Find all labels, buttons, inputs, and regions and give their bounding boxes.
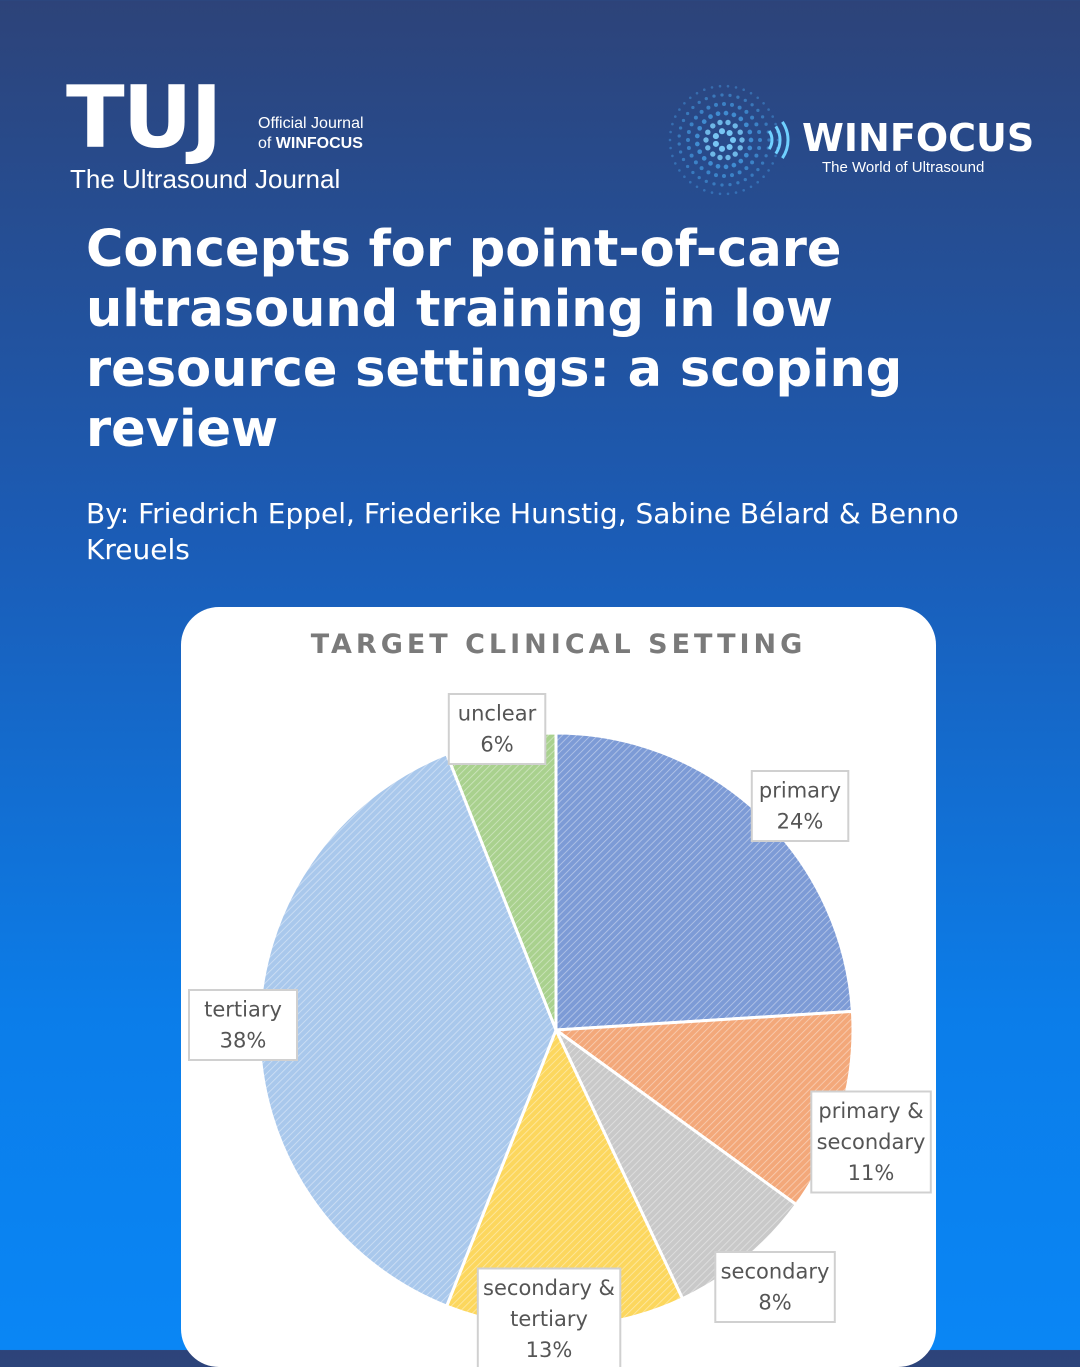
logo-dot: [757, 130, 761, 134]
logo-dot: [708, 161, 713, 166]
slice-category: tertiary: [510, 1307, 588, 1331]
logo-dot: [728, 94, 731, 97]
logo-dot: [689, 97, 692, 100]
logo-dot: [679, 126, 682, 129]
logo-dot: [738, 145, 743, 150]
slice-percent: 6%: [480, 733, 513, 757]
logo-dot: [756, 109, 759, 112]
chart-title: TARGET CLINICAL SETTING: [181, 629, 936, 660]
logo-dot: [742, 88, 745, 91]
logo-dot: [754, 122, 758, 126]
logo-dot: [687, 146, 691, 150]
logo-dot: [744, 122, 749, 127]
logo-dot: [686, 138, 690, 142]
slice-label: [811, 1092, 931, 1193]
logo-dot: [736, 96, 739, 99]
logo-dot: [719, 128, 725, 134]
logo-dot: [678, 108, 681, 111]
logo-dot: [696, 186, 699, 189]
logo-dot: [690, 154, 694, 158]
logo-dot: [691, 171, 694, 174]
slice-category: primary &: [818, 1099, 923, 1123]
logo-dot: [687, 130, 691, 134]
logo-dot: [682, 158, 685, 161]
logo-dot: [767, 138, 770, 141]
logo-dot: [738, 106, 742, 110]
logo-dot: [671, 155, 674, 158]
logo-dot: [678, 169, 681, 172]
article-title: Concepts for point-of-care ultrasound training in low resource settings: a scoping review: [86, 220, 1006, 460]
logo-dot: [727, 193, 730, 196]
logo-dot: [764, 123, 767, 126]
tuj-official-of: of: [258, 135, 271, 152]
logo-dot: [730, 103, 734, 107]
logo-dot: [724, 165, 729, 170]
logo-dot: [750, 186, 753, 189]
logo-dot: [725, 120, 730, 125]
logo-dot: [762, 102, 765, 105]
tuj-logo: [66, 78, 406, 198]
logo-dot: [683, 175, 686, 178]
logo-dot: [674, 162, 677, 165]
logo-dot: [713, 133, 719, 139]
logo-dot: [706, 170, 710, 174]
logo-dot: [749, 138, 754, 143]
tuj-mark: TUJ: [66, 78, 221, 158]
logo-dot: [744, 166, 748, 170]
logo-dot: [705, 180, 708, 183]
logo-dot: [714, 173, 718, 177]
slice-category: secondary: [817, 1130, 926, 1154]
logo-dot: [705, 97, 708, 100]
logo-dot: [727, 85, 730, 88]
logo-dot: [712, 94, 715, 97]
logo-dot: [719, 85, 722, 88]
logo-dot: [682, 119, 685, 122]
logo-dot: [696, 92, 699, 95]
logo-dot: [738, 170, 742, 174]
logo-dot: [697, 126, 702, 131]
logo-dot: [679, 150, 682, 153]
logo-dot: [757, 146, 761, 150]
logo-dot: [725, 155, 730, 160]
slice-category: unclear: [458, 702, 537, 726]
logo-dot: [732, 163, 737, 168]
logo-dot: [742, 189, 745, 192]
tuj-official-line1: Official Journal: [258, 115, 364, 132]
logo-dot: [712, 182, 715, 185]
slice-percent: 13%: [526, 1338, 573, 1362]
logo-dot: [738, 117, 743, 122]
tuj-official-org: WINFOCUS: [276, 135, 363, 152]
logo-dot: [722, 102, 726, 106]
logo-dot: [771, 115, 774, 118]
logo-dot: [698, 101, 701, 104]
logo-dot: [727, 130, 733, 136]
logo-dot: [678, 142, 681, 145]
logo-dot: [697, 149, 702, 154]
logo-dot: [750, 160, 754, 164]
logo-dot: [700, 166, 704, 170]
article-authors: By: Friedrich Eppel, Friederike Hunstig, Sabine Bélard & Benno Kreuels: [86, 496, 1026, 568]
logo-dot: [727, 144, 733, 150]
logo-dot: [706, 106, 710, 110]
logo-dot: [710, 151, 715, 156]
slice-label: [449, 694, 546, 764]
slice-percent: 11%: [848, 1161, 895, 1185]
logo-dot: [738, 159, 743, 164]
logo-dot: [756, 97, 759, 100]
logo-dot: [730, 173, 734, 177]
slice-category: tertiary: [204, 998, 282, 1022]
logo-dot: [761, 115, 764, 118]
winfocus-name: WINFOCUS: [802, 116, 1034, 160]
logo-dot: [703, 88, 706, 91]
logo-dot: [703, 137, 708, 142]
logo-dot: [694, 116, 698, 120]
logo-dot: [678, 134, 681, 137]
logo-dot: [764, 154, 767, 157]
slice-category: primary: [759, 779, 841, 803]
logo-dot: [720, 183, 723, 186]
logo-dot: [744, 110, 748, 114]
logo-dot: [716, 111, 721, 116]
logo-dot: [756, 168, 759, 171]
logo-dot: [700, 110, 704, 114]
slice-percent: 8%: [758, 1291, 791, 1315]
winfocus-tagline: The World of Ultrasound: [822, 158, 984, 178]
logo-dot: [744, 99, 747, 102]
chart-card: [181, 607, 936, 1367]
logo-dot: [761, 161, 764, 164]
logo-dot: [702, 156, 707, 161]
logo-dot: [728, 183, 731, 186]
logo-dot: [686, 112, 689, 115]
logo-dot: [691, 106, 694, 109]
slice-label: [752, 771, 849, 841]
logo-dot: [705, 130, 710, 135]
logo-dot: [735, 86, 738, 89]
logo-dot: [717, 120, 722, 125]
logo-dot: [669, 139, 672, 142]
logo-dot: [750, 116, 754, 120]
logo-dot: [669, 131, 672, 134]
slice-percent: 38%: [220, 1029, 267, 1053]
logo-dot: [750, 174, 753, 177]
winfocus-dots-icon: [664, 78, 794, 208]
logo-dot: [705, 145, 710, 150]
logo-dot: [702, 119, 707, 124]
logo-dot: [771, 162, 774, 165]
logo-dot: [767, 108, 770, 111]
slice-category: secondary: [721, 1260, 830, 1284]
tuj-official-label: [258, 114, 364, 154]
logo-dot: [744, 153, 749, 158]
logo-dot: [695, 142, 700, 147]
logo-dot: [732, 113, 737, 118]
logo-wave: [782, 122, 788, 158]
logo-dot: [736, 181, 739, 184]
logo-dot: [686, 165, 689, 168]
logo-dot: [690, 122, 694, 126]
logo-dot: [735, 191, 738, 194]
slice-category: secondary &: [483, 1276, 615, 1300]
logo-dot: [716, 164, 721, 169]
logo-dot: [733, 151, 738, 156]
logo-dot: [744, 178, 747, 181]
logo-dot: [671, 123, 674, 126]
logo-dot: [750, 103, 753, 106]
logo-dot: [711, 86, 714, 89]
slice-label: [189, 990, 297, 1060]
logo-dot: [689, 181, 692, 184]
logo-dot: [762, 175, 765, 178]
logo-dot: [695, 134, 700, 139]
logo-dot: [713, 141, 719, 147]
logo-dot: [711, 191, 714, 194]
logo-dot: [717, 155, 722, 160]
pie-chart: [181, 607, 936, 1367]
logo-dot: [710, 123, 715, 128]
logo-dot: [719, 193, 722, 196]
logo-dot: [738, 130, 743, 135]
logo-dot: [730, 137, 736, 143]
slice-label: [715, 1252, 835, 1322]
logo-dot: [703, 189, 706, 192]
logo-dot: [739, 137, 744, 142]
logo-dot: [747, 146, 752, 151]
logo-dot: [724, 111, 729, 116]
winfocus-logo: [664, 78, 1034, 208]
slice-label: [478, 1269, 621, 1367]
logo-dot: [683, 102, 686, 105]
tuj-journal-name: The Ultrasound Journal: [70, 164, 340, 194]
logo-dot: [774, 155, 777, 158]
logo-dot: [756, 181, 759, 184]
logo-dot: [758, 138, 762, 142]
logo-dot: [733, 123, 738, 128]
logo-dot: [719, 146, 725, 152]
logo-dot: [747, 130, 752, 135]
logo-dot: [698, 176, 701, 179]
logo-dot: [694, 160, 698, 164]
logo-dot: [767, 169, 770, 172]
logo-dot: [674, 115, 677, 118]
logo-dot: [750, 92, 753, 95]
logo-dot: [774, 123, 777, 126]
logo-dot: [708, 114, 713, 119]
logo-dot: [722, 174, 726, 178]
slice-percent: 24%: [777, 810, 824, 834]
logo-dot: [669, 147, 672, 150]
logo-dot: [720, 93, 723, 96]
logo-dot: [714, 103, 718, 107]
logo-dot: [754, 154, 758, 158]
